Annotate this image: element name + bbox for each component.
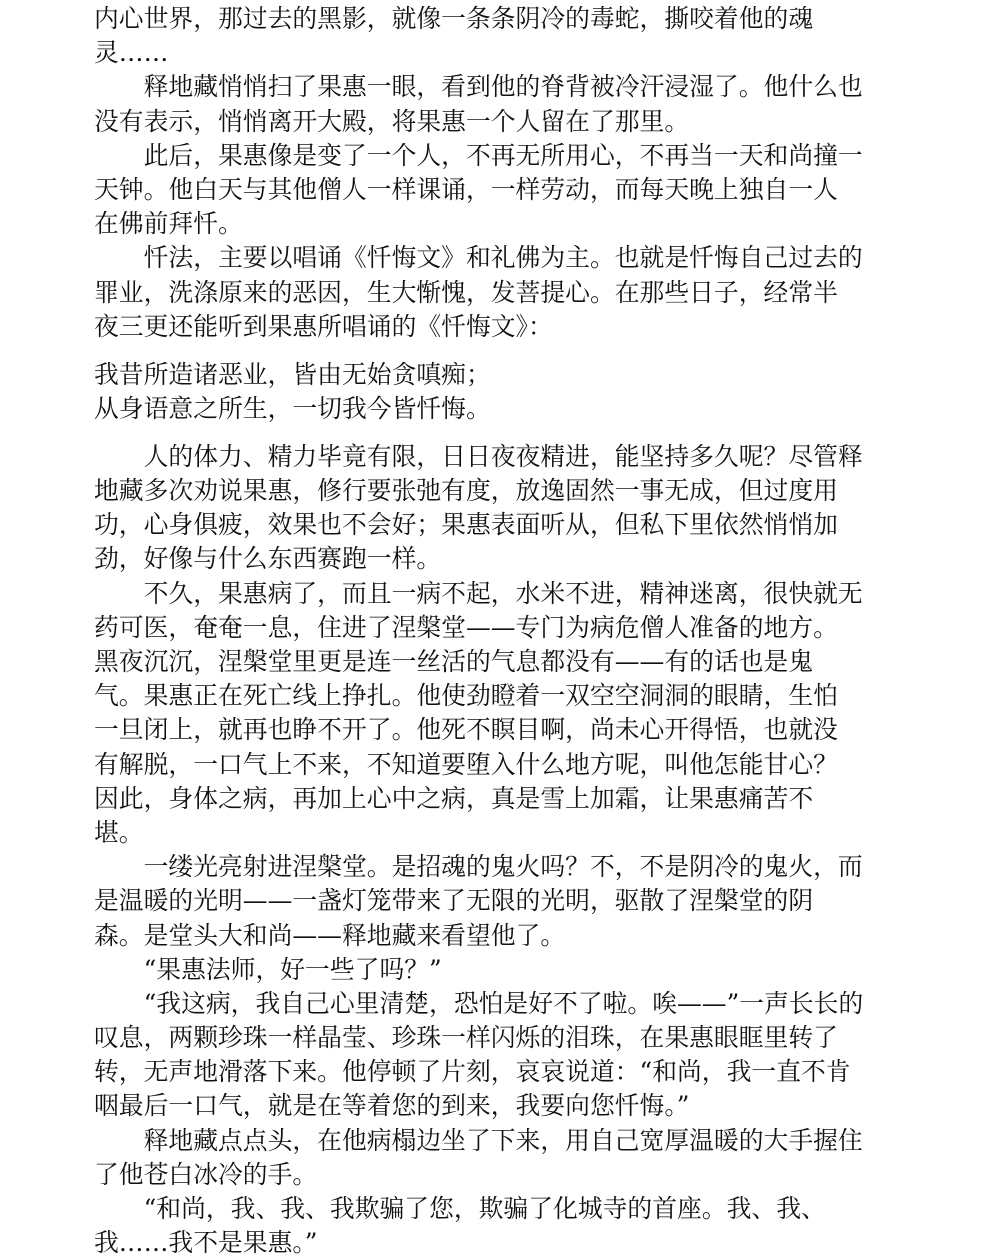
text-line: 因此，身体之病，再加上心中之病，真是雪上加霜，让果惠痛苦不: [94, 783, 814, 813]
text-line: 我……我不是果惠。”: [94, 1228, 318, 1258]
text-line: 劲，好像与什么东西赛跑一样。: [94, 544, 442, 574]
text-line: 功，心身俱疲，效果也不会好；果惠表面听从，但私下里依然悄悄加: [94, 510, 838, 540]
verse-line: 我昔所造诸恶业，皆由无始贪嗔痴；: [94, 359, 491, 389]
text-line: 地藏多次劝说果惠，修行要张弛有度，放逸固然一事无成，但过度用: [94, 476, 838, 506]
text-line: 没有表示，悄悄离开大殿，将果惠一个人留在了那里。: [94, 106, 690, 136]
text-line: 一缕光亮射进涅槃堂。是招魂的鬼火吗？不，不是阴冷的鬼火，而: [94, 852, 863, 882]
text-line: 黑夜沉沉，涅槃堂里更是连一丝活的气息都没有——有的话也是鬼: [94, 647, 814, 676]
verse-block: [94, 358, 904, 426]
text-line: 此后，果惠像是变了一个人，不再无所用心，不再当一天和尚撞一: [94, 140, 863, 170]
text-line: 一旦闭上，就再也睁不开了。他死不瞑目啊，尚未心开得悟，也就没: [94, 715, 838, 745]
paragraph: [94, 577, 904, 851]
text-line: 咽最后一口气，就是在等着您的到来，我要向您忏悔。”: [94, 1091, 690, 1121]
text-line: “和尚，我、我、我欺骗了您，欺骗了化城寺的首座。我、我、: [94, 1194, 826, 1223]
paragraph: [94, 139, 904, 242]
text-line: 森。是堂头大和尚——释地藏来看望他了。: [94, 920, 566, 950]
text-line: 转，无声地滑落下来。他停顿了片刻，哀哀说道：“和尚，我一直不肯: [94, 1057, 851, 1087]
text-line: 灵……: [94, 38, 169, 68]
text-line: 了他苍白冰冷的手。: [94, 1159, 318, 1189]
text-line: 释地藏点点头，在他病榻边坐了下来，用自己宽厚温暖的大手握住: [94, 1125, 863, 1155]
text-line: 有解脱，一口气上不来，不知道要堕入什么地方呢，叫他怎能甘心？: [94, 749, 838, 779]
spacer: [94, 344, 904, 358]
text-line: 释地藏悄悄扫了果惠一眼，看到他的脊背被冷汗浸湿了。他什么也: [94, 72, 863, 102]
text-line: 药可医，奄奄一息，住进了涅槃堂——专门为病危僧人准备的地方。: [94, 612, 838, 642]
text-line: 是温暖的光明——一盏灯笼带来了无限的光明，驱散了涅槃堂的阴: [94, 886, 814, 916]
verse-line: 从身语意之所生，一切我今皆忏悔。: [94, 393, 491, 423]
text-body: [94, 2, 904, 1260]
spacer: [94, 426, 904, 440]
text-line: “我这病，我自己心里清楚，恐怕是好不了啦。唉——”一声长长的: [94, 988, 864, 1018]
paragraph: [94, 2, 904, 70]
paragraph: [94, 440, 904, 577]
text-line: 内心世界，那过去的黑影，就像一条条阴冷的毒蛇，撕咬着他的魂: [94, 4, 814, 33]
text-line: 夜三更还能听到果惠所唱诵的《忏悔文》：: [94, 311, 553, 341]
text-line: 在佛前拜忏。: [94, 209, 243, 239]
text-line: 天钟。他白天与其他僧人一样课诵，一样劳动，而每天晚上独自一人: [94, 174, 838, 204]
text-line: 人的体力、精力毕竟有限，日日夜夜精进，能坚持多久呢？尽管释: [94, 441, 863, 471]
paragraph: [94, 1124, 904, 1192]
paragraph: [94, 850, 904, 953]
text-line: “果惠法师，好一些了吗？”: [94, 954, 442, 984]
paragraph: [94, 953, 904, 987]
paragraph: [94, 1192, 904, 1260]
text-line: 忏法，主要以唱诵《忏悔文》和礼佛为主。也就是忏悔自己过去的: [94, 243, 863, 273]
paragraph: [94, 987, 904, 1124]
paragraph: [94, 70, 904, 138]
text-line: 气。果惠正在死亡线上挣扎。他使劲瞪着一双空空洞洞的眼睛，生怕: [94, 681, 838, 711]
paragraph: [94, 241, 904, 344]
text-line: 堪。: [94, 817, 144, 847]
text-line: 罪业，洗涤原来的恶因，生大惭愧，发菩提心。在那些日子，经常半: [94, 277, 838, 307]
text-line: 叹息，两颗珍珠一样晶莹、珍珠一样闪烁的泪珠，在果惠眼眶里转了: [94, 1023, 838, 1053]
text-line: 不久，果惠病了，而且一病不起，水米不进，精神迷离，很快就无: [94, 578, 863, 608]
